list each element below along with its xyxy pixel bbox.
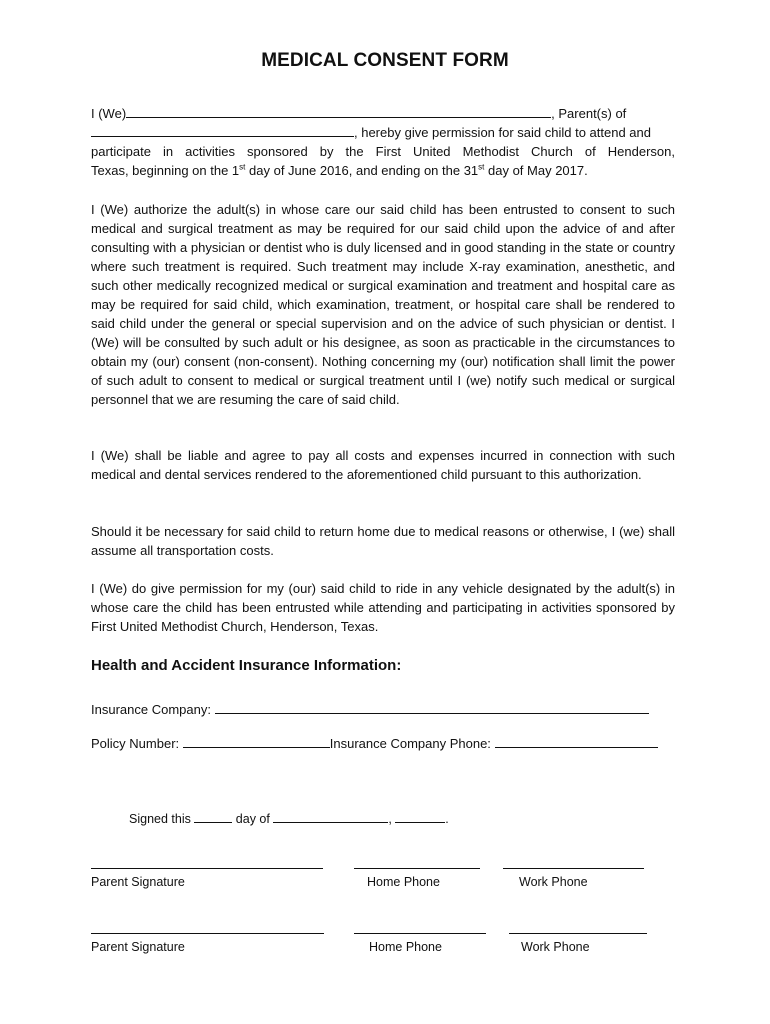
signed-comma: , [388,812,396,826]
policy-number-field[interactable] [183,734,330,748]
work-phone-label-1: Work Phone [519,875,588,889]
signed-this-label: Signed this [129,812,195,826]
authorize-paragraph: I (We) authorize the adult(s) in whose care our said child has been entrusted to consent to such medical and surgical treatment as may be required for our said child upon the advice of and after consulting with a physician or dentist who is duly licensed and in good standing in the state or country where such treatment is required. Such treatment may include X-ray examination, anesthetic, and such other medically recognized medical or surgical examination and treatment and hospital care as may be required for said child, which examination, treatment, or hospital care shall be rendered to said child under the general or special supervision and on the advice of such physician or dentist. I (We) will be consulted by such adult or his designee, as soon as practicable in the circumstances to obtain my (our) consent (non-consent). Nothing concerning my (our) notification shall limit the power of such adult to consent to medical or surgical treatment until I (we) notify such medical or surgical personnel that we are resuming the care of said child. [91,202,675,407]
vehicle-paragraph: I (We) do give permission for my (our) said child to ride in any vehicle designated by the adult(s) in whose care the child has been entrusted while attending and participating in activities sponsored by First United Methodist Church, Henderson, Texas. [91,581,675,634]
signed-day-field[interactable] [194,809,232,823]
day-of-label: day of [232,812,274,826]
insurance-phone-field[interactable] [495,734,658,748]
intro-parents-of: , Parent(s) of [551,106,627,121]
child-name-blank[interactable] [91,123,354,137]
intro-paragraph [91,104,675,180]
intro-lead: I (We) [91,106,127,121]
home-phone-line-1[interactable] [354,868,480,869]
work-phone-label-2: Work Phone [521,940,590,954]
parent-signature-line-2[interactable] [91,933,324,934]
parent-signature-label-1: Parent Signature [91,875,185,889]
liable-paragraph: I (We) shall be liable and agree to pay all costs and expenses incurred in connection with such medical and dental services rendered to the aforementioned child pursuant to this authorization. [91,448,675,482]
insurance-company-label: Insurance Company: [91,702,215,717]
policy-number-label: Policy Number: [91,736,183,751]
home-phone-label-2: Home Phone [369,940,442,954]
intro-line3: participate in activities sponsored by the First United Methodist Church of Henderson, [91,144,675,159]
intro-permission: , hereby give permission for said child to attend and [354,125,652,140]
insurance-phone-label: Insurance Company Phone: [329,736,495,751]
signed-year-field[interactable] [395,809,445,823]
transport-paragraph: Should it be necessary for said child to return home due to medical reasons or otherwise, I (we) shall assume all transportation costs. [91,524,675,558]
parent-signature-label-2: Parent Signature [91,940,185,954]
signed-month-field[interactable] [273,809,388,823]
signed-date-row [129,809,449,829]
signed-period: . [445,812,449,826]
intro-line4-b: day of June 2016, and ending on the 31 [245,163,479,178]
parent-signature-line-1[interactable] [91,868,323,869]
home-phone-label-1: Home Phone [367,875,440,889]
intro-sup-1: st [239,162,246,172]
intro-line4-a: Texas, beginning on the 1 [91,163,240,178]
parent-name-blank[interactable] [126,104,551,118]
form-title: MEDICAL CONSENT FORM [261,50,509,71]
insurance-heading: Health and Accident Insurance Information: [91,657,402,674]
insurance-company-row [91,700,649,719]
intro-line4-c: day of May 2017. [484,163,588,178]
work-phone-line-1[interactable] [503,868,644,869]
home-phone-line-2[interactable] [354,933,486,934]
work-phone-line-2[interactable] [509,933,647,934]
policy-row [91,734,658,753]
intro-sup-2: st [478,162,485,172]
insurance-company-field[interactable] [215,700,649,714]
